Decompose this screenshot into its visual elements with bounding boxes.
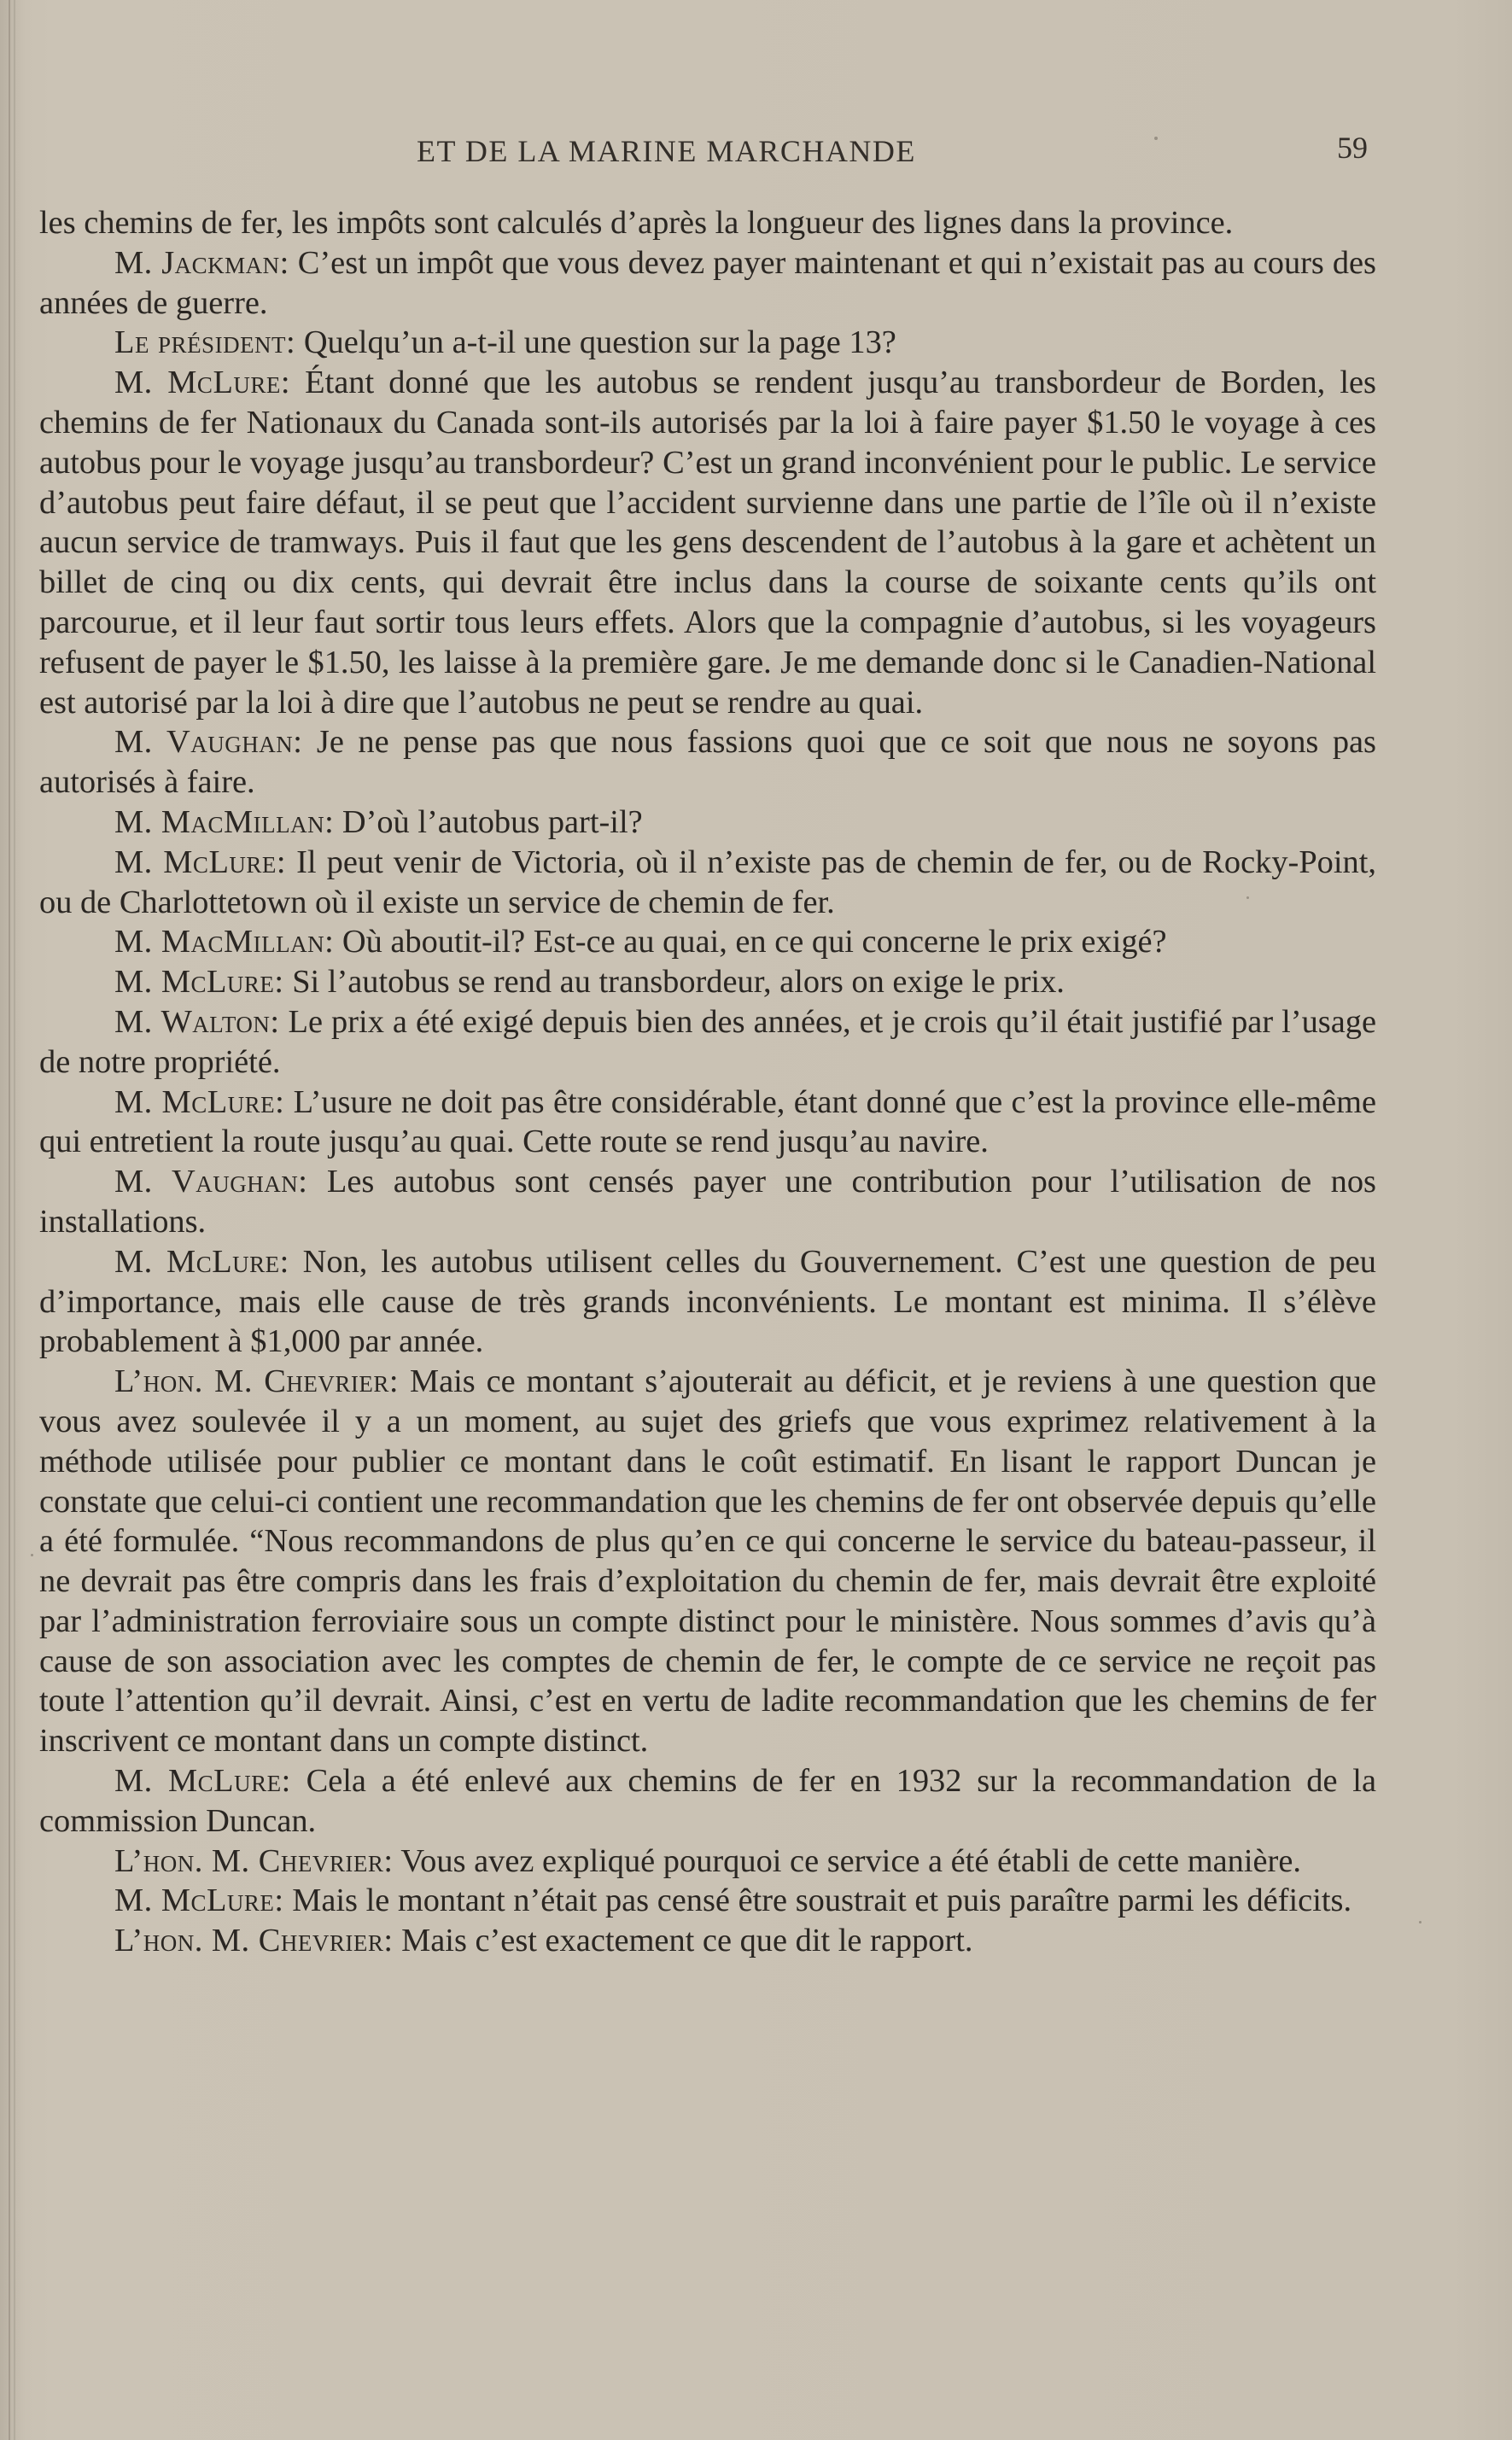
speech-text: Quelqu’un a-t-il une question sur la page 13? — [295, 324, 896, 361]
paragraph — [39, 803, 1376, 843]
paragraph — [39, 1362, 1376, 1761]
paragraph — [39, 843, 1376, 923]
paper-speck — [1419, 1921, 1422, 1923]
running-title: ET DE LA MARINE MARCHANDE — [417, 134, 916, 168]
page-number: 59 — [1337, 131, 1368, 165]
speaker-name: M. McLure: — [114, 1883, 284, 1919]
paragraph — [39, 1842, 1376, 1882]
speaker-name: M. McLure: — [114, 843, 287, 880]
speaker-name: M. McLure: — [114, 1243, 289, 1280]
binding-edge — [9, 0, 10, 2440]
speaker-name: M. Jackman: — [114, 244, 289, 281]
paragraph — [39, 1002, 1376, 1083]
speaker-name: M. McLure: — [114, 964, 284, 1001]
paragraph — [39, 962, 1376, 1002]
speech-text: Vous avez expliqué pourquoi ce service a été établi de cette manière. — [393, 1842, 1301, 1879]
paragraph — [39, 1921, 1376, 1961]
transcript-body — [39, 203, 1376, 1961]
speaker-name: M. McLure: — [114, 1763, 291, 1800]
speaker-name: M. Vaughan: — [114, 724, 303, 761]
speech-text: Je ne pense pas que nous fassions quoi que ce soit que nous ne soyons pas autorisés à faire. — [39, 724, 1376, 801]
paragraph — [39, 1162, 1376, 1242]
paragraph — [39, 1761, 1376, 1842]
speech-text: Mais le montant n’était pas censé être soustrait et puis paraître parmi les déficits. — [283, 1883, 1352, 1919]
paragraph — [39, 1881, 1376, 1921]
speaker-name: M. MacMillan: — [114, 924, 335, 960]
paragraph — [39, 323, 1376, 363]
speech-text: Les autobus sont censés payer une contribution pour l’utilisation de nos installations. — [39, 1164, 1376, 1240]
paragraph — [39, 203, 1376, 243]
speech-text: L’usure ne doit pas être considérable, étant donné que c’est la province elle-même qui entretient la route jusqu’au quai. Cette route se rend jusqu’au navire. — [39, 1083, 1377, 1160]
paper-speck — [31, 1554, 33, 1556]
paragraph — [39, 243, 1376, 324]
speaker-name: M. MacMillan: — [114, 803, 335, 840]
paper-speck — [1154, 137, 1158, 140]
speaker-name: L’hon. M. Chevrier: — [114, 1842, 394, 1879]
paragraph — [39, 922, 1376, 962]
speech-text: Cela a été enlevé aux chemins de fer en 1932 sur la recommandation de la commission Duncan. — [39, 1763, 1377, 1839]
paper-speck — [1246, 896, 1249, 899]
speaker-name: Le président: — [114, 324, 296, 361]
speech-text: Si l’autobus se rend au transbordeur, alors on exige le prix. — [283, 964, 1065, 1001]
binding-edge-shadow — [14, 0, 15, 2440]
speech-text: Où aboutit-il? Est-ce au quai, en ce qui concerne le prix exigé? — [334, 924, 1167, 960]
speaker-name: M. Vaughan: — [114, 1164, 308, 1200]
speaker-name: M. McLure: — [114, 1083, 285, 1120]
speaker-name: L’hon. M. Chevrier: — [114, 1923, 394, 1959]
paragraph — [39, 722, 1376, 803]
speech-text: Étant donné que les autobus se rendent jusqu’au transbordeur de Borden, les chemins de fer Nationaux du Canada sont-ils autorisés par la loi à faire payer $1.50 le voyage à ces autobus pour le voyage jusqu’au transbordeur? C’est un grand inconvénient pour le public. Le service d’autobus peut faire défaut, il se peut que l’accident survienne dans une partie de l’île où il n’existe aucun service de tramways. Puis il faut que les gens descendent de l’autobus à la gare et achètent un billet de cinq ou dix cents, qui devrait être inclus dans la course de soixante cents qu’ils ont parcourue, et il leur faut sortir tous leurs effets. Alors que la compagnie d’autobus, si les voyageurs refusent de payer le $1.50, les laisse à la première gare. Je me demande donc si le Canadien-National est autorisé par la loi à dire que l’autobus ne peut se rendre au quai. — [39, 365, 1376, 721]
speech-text: Mais ce montant s’ajouterait au déficit, et je reviens à une question que vous avez soulevée il y a un moment, au sujet des griefs que vous exprimez relativement à la méthode utilisée pour publier ce montant dans le coût estimatif. En lisant le rapport Duncan je constate que celui-ci contient une recommandation que les chemins de fer ont observée depuis qu’elle a été formulée. “Nous recommandons de plus qu’en ce qui concerne le service du bateau-passeur, il ne devrait pas être compris dans les frais d’exploitation du chemin de fer, mais devrait être exploité par l’administration ferroviaire sous un compte distinct pour le ministère. Nous sommes d’avis qu’à cause de son association avec les comptes de chemin de fer, le compte de ce service ne reçoit pas toute l’attention qu’il devrait. Ainsi, c’est en vertu de ladite recommandation que les chemins de fer inscrivent ce montant dans un compte distinct. — [39, 1363, 1376, 1760]
speaker-name: M. Walton: — [114, 1003, 280, 1040]
paragraph — [39, 1242, 1376, 1362]
speech-text: Il peut venir de Victoria, où il n’existe pas de chemin de fer, ou de Rocky-Point, ou de Charlottetown où il existe un service de chemin de fer. — [39, 843, 1376, 920]
page-header — [0, 130, 1512, 181]
paragraph — [39, 363, 1376, 722]
speaker-name: L’hon. M. Chevrier: — [114, 1363, 400, 1400]
speech-text: Non, les autobus utilisent celles du Gouvernement. C’est une question de peu d’importance, mais elle cause de très grands inconvénients. Le montant est minima. Il s’élève probablement à $1,000 par année. — [39, 1243, 1376, 1360]
speaker-name: M. McLure: — [114, 365, 291, 401]
speech-text: D’où l’autobus part-il? — [334, 803, 643, 840]
speech-text: Le prix a été exigé depuis bien des années, et je crois qu’il était justifié par l’usage de notre propriété. — [39, 1003, 1376, 1080]
speech-text: C’est un impôt que vous devez payer maintenant et qui n’existait pas au cours des années de guerre. — [39, 244, 1377, 321]
paragraph — [39, 1083, 1376, 1163]
speech-text: les chemins de fer, les impôts sont calculés d’après la longueur des lignes dans la province. — [39, 205, 1234, 241]
speech-text: Mais c’est exactement ce que dit le rapport. — [393, 1923, 973, 1959]
